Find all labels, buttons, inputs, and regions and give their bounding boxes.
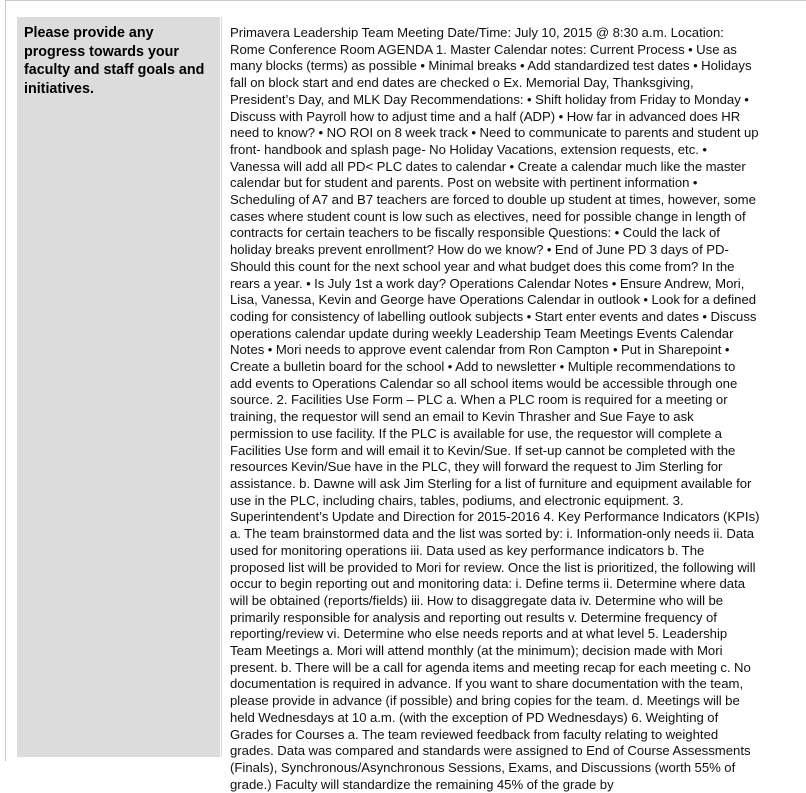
response-text: Primavera Leadership Team Meeting Date/Time: July 10, 2015 @ 8:30 a.m. Location: Rome Conference Room AGENDA 1. Master Calendar notes: Current Process • Use as many blocks (terms) as possible • Minimal breaks • Add standardized test dates • Holidays fall on block start and end dates are checked o Ex. Memorial Day, Thanksgiving, President’s Day, and MLK Day Recommendations: • Shift holiday from Friday to Monday • Discuss with Payroll how to adjust time and a half (ADP) • How far in advanced does HR need to know? • NO ROI on 8 week track • Need to communicate to parents and student up front- handbook and splash page- No Holiday Vacations, extension requests, etc. • Vanessa will add all PD< PLC dates to calendar • Create a calendar much like the master calendar but for student and parents. Post on website with pertinent information • Scheduling of A7 and B7 teachers are forced to double up student at times, however, some cases where student count is low such as electives, need for possible change in length of contracts for certain teachers to be fiscally responsible Questions: • Could the lack of holiday breaks prevent enrollment? How do we know? • End of June PD 3 days of PD-Should this count for the next school year and what budget does this come from? In the rears a year. • Is July 1st a work day? Operations Calendar Notes • Ensure Andrew, Mori, Lisa, Vanessa, Kevin and George have Operations Calendar in outlook • Look for a defined coding for consistency of labelling outlook subjects • Start enter events and dates • Discuss operations calendar update during weekly Leadership Team Meetings Events Calendar Notes • Mori needs to approve event calendar from Ron Campton • Put in Sharepoint • Create a bulletin board for the school • Add to newsletter • Multiple recommendations to add events to Operations Calendar so all school items would be accessible through one source. 2. Facilities Use Form – PLC a. When a PLC room is required for a meeting or training, the requestor will send an email to Kevin Thrasher and Sue Faye to ask permission to use facility. If the PLC is available for use, the requestor will complete a Facilities Use form and will email it to Kevin/Sue. If set-up cannot be completed with the resources Kevin/Sue have in the PLC, they will forward the request to Jim Sterling for assistance. b. Dawne will ask Jim Sterling for a list of furniture and equipment available for use in the PLC, including chairs, tables, podiums, and electronic equipment. 3. Superintendent’s Update and Direction for 2015-2016 4. Key Performance Indicators (KPIs) a. The team brainstormed data and the list was sorted by: i. Information-only needs ii. Data used for monitoring operations iii. Data used as key performance indicators b. The proposed list will be provided to Mori for review. Once the list is prioritized, the following will occur to begin reporting out and monitoring data: i. Define terms ii. Determine where data will be obtained (reports/fields) iii. How to disaggregate data iv. Determine who will be primarily responsible for analysis and reporting out results v. Determine frequency of reporting/review vi. Determine who else needs reports and at what level 5. Leadership Team Meetings a. Mori will attend monthly (at the minimum); decision made with Mori present. b. There will be a call for agenda items and meeting recap for each meeting c. No documentation is required in advance. If you want to share documentation with the team, please provide in advance (if possible) and bring copies for the team. d. Meetings will be held Wednesdays at 10 a.m. (with the exception of PD Wednesdays) 6. Weighting of Grades for Courses a. The team reviewed feedback from faculty relating to weighted grades. Data was compared and standards were assigned to End of Course Assessments (Finals), Synchronous/Asynchronous Sessions, Exams, and Discussions (worth 55% of grade.) Faculty will standardize the remaining 45% of the grade by — [230, 25, 760, 792]
question-label-cell — [17, 17, 220, 757]
response-cell — [221, 17, 798, 792]
question-label: Please provide any progress towards your faculty and staff goals and initiatives. — [24, 25, 205, 97]
